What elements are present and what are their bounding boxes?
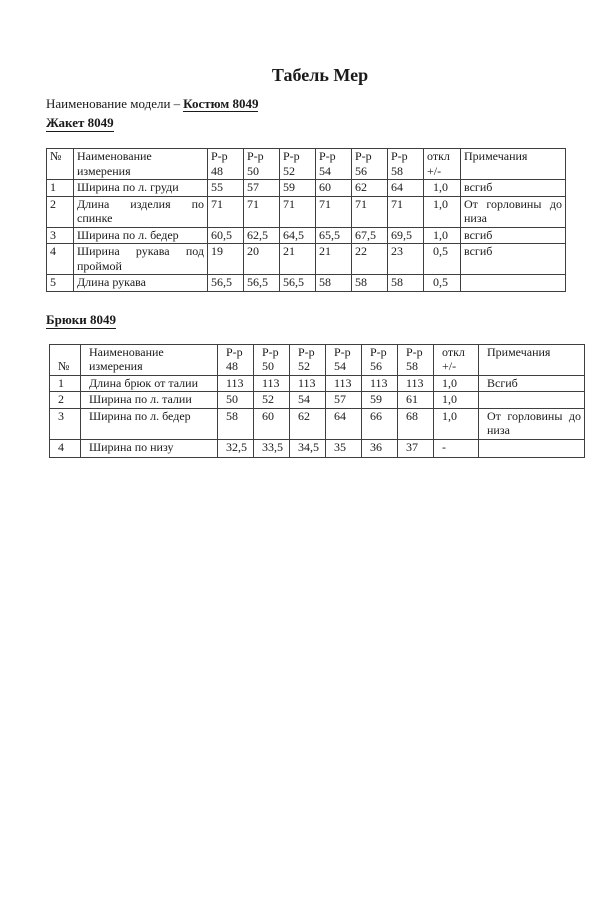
note-text: всгиб <box>461 180 566 197</box>
table-row <box>50 408 585 439</box>
deviation-label-line2: +/- <box>442 359 457 373</box>
size-value: 58 <box>218 408 254 439</box>
deviation-value: 0,5 <box>424 244 461 275</box>
deviation-value: 1,0 <box>434 408 479 439</box>
note-text <box>479 439 585 457</box>
col-header-size <box>244 149 280 180</box>
deviation-value: 1,0 <box>434 392 479 409</box>
size-value: 58 <box>352 275 388 292</box>
measurement-name: Ширина по низу <box>81 439 218 457</box>
measurement-name: Ширина по л. бедер <box>81 408 218 439</box>
note-text: От горловины до низа <box>461 196 566 227</box>
size-value: 71 <box>280 196 316 227</box>
size-value: 64 <box>388 180 424 197</box>
size-value: 59 <box>280 180 316 197</box>
size-value: 71 <box>388 196 424 227</box>
table-row <box>50 439 585 457</box>
size-number: 50 <box>247 163 259 178</box>
size-value: 54 <box>290 392 326 409</box>
col-header-name-line2: измерения <box>77 163 131 178</box>
size-value: 113 <box>362 375 398 392</box>
table-row <box>47 244 566 275</box>
deviation-value: 1,0 <box>424 227 461 244</box>
size-value: 113 <box>254 375 290 392</box>
size-label: Р-р <box>355 149 372 163</box>
size-value: 56,5 <box>244 275 280 292</box>
size-value: 62 <box>290 408 326 439</box>
size-label: Р-р <box>298 344 315 359</box>
size-value: 58 <box>388 275 424 292</box>
size-value: 65,5 <box>316 227 352 244</box>
row-number: 4 <box>47 244 74 275</box>
size-value: 59 <box>362 392 398 409</box>
size-value: 36 <box>362 439 398 457</box>
col-header-size <box>362 344 398 375</box>
size-value: 19 <box>208 244 244 275</box>
deviation-value: 1,0 <box>424 196 461 227</box>
table-row <box>47 196 566 227</box>
model-name-label: Наименование модели – <box>46 96 181 111</box>
measurement-name: Длина изделия по спинке <box>74 196 208 227</box>
jacket-table <box>46 148 566 292</box>
size-value: 21 <box>280 244 316 275</box>
measurement-name: Длина рукава <box>74 275 208 292</box>
size-label: Р-р <box>370 344 387 359</box>
col-header-size <box>326 344 362 375</box>
trousers-table-header <box>50 344 585 375</box>
size-value: 71 <box>208 196 244 227</box>
size-value: 60,5 <box>208 227 244 244</box>
note-text: всгиб <box>461 227 566 244</box>
size-label: Р-р <box>319 149 336 163</box>
trousers-table-body <box>50 375 585 457</box>
size-label: Р-р <box>247 149 264 163</box>
size-value: 33,5 <box>254 439 290 457</box>
size-value: 55 <box>208 180 244 197</box>
size-value: 56,5 <box>280 275 316 292</box>
table-row <box>47 227 566 244</box>
size-value: 35 <box>326 439 362 457</box>
measurement-name: Ширина по л. бедер <box>74 227 208 244</box>
size-label: Р-р <box>226 344 243 359</box>
col-header-name-line1: Наименование <box>89 344 164 359</box>
size-value: 37 <box>398 439 434 457</box>
col-header-name <box>81 344 218 375</box>
col-header-size <box>218 344 254 375</box>
size-number: 48 <box>226 359 238 373</box>
size-label: Р-р <box>211 149 228 163</box>
size-value: 113 <box>398 375 434 392</box>
col-header-deviation <box>424 149 461 180</box>
row-number: 2 <box>47 196 74 227</box>
size-number: 58 <box>406 359 418 373</box>
document-body <box>40 0 600 458</box>
col-header-notes: Примечания <box>479 344 585 375</box>
size-value: 62,5 <box>244 227 280 244</box>
trousers-section <box>46 311 600 329</box>
col-header-size <box>290 344 326 375</box>
size-label: Р-р <box>283 149 300 163</box>
size-value: 69,5 <box>388 227 424 244</box>
note-text <box>479 392 585 409</box>
size-value: 58 <box>316 275 352 292</box>
measurement-name: Длина брюк от талии <box>81 375 218 392</box>
row-number: 1 <box>47 180 74 197</box>
size-number: 50 <box>262 359 274 373</box>
size-value: 64 <box>326 408 362 439</box>
jacket-table-header <box>47 149 566 180</box>
size-value: 71 <box>244 196 280 227</box>
jacket-table-body <box>47 180 566 292</box>
size-value: 32,5 <box>218 439 254 457</box>
size-value: 113 <box>290 375 326 392</box>
size-number: 54 <box>319 163 331 178</box>
deviation-value: - <box>434 439 479 457</box>
size-value: 71 <box>316 196 352 227</box>
size-number: 52 <box>283 163 295 178</box>
size-value: 113 <box>326 375 362 392</box>
note-text: всгиб <box>461 244 566 275</box>
size-number: 48 <box>211 163 223 178</box>
deviation-value: 1,0 <box>434 375 479 392</box>
size-value: 56,5 <box>208 275 244 292</box>
deviation-label-line2: +/- <box>427 163 442 178</box>
measurement-name: Ширина по л. груди <box>74 180 208 197</box>
size-value: 61 <box>398 392 434 409</box>
size-value: 67,5 <box>352 227 388 244</box>
size-number: 56 <box>370 359 382 373</box>
col-header-name-line2: измерения <box>89 359 143 373</box>
model-name-value: Костюм 8049 <box>183 96 259 111</box>
deviation-label-line1: откл <box>427 149 450 163</box>
col-header-notes: Примечания <box>461 149 566 180</box>
row-number: 3 <box>47 227 74 244</box>
col-header-deviation <box>434 344 479 375</box>
table-row <box>47 275 566 292</box>
size-value: 52 <box>254 392 290 409</box>
size-label: Р-р <box>262 344 279 359</box>
trousers-section-title: Брюки 8049 <box>46 311 116 327</box>
size-value: 60 <box>316 180 352 197</box>
size-value: 66 <box>362 408 398 439</box>
col-header-size <box>398 344 434 375</box>
size-value: 113 <box>218 375 254 392</box>
row-number: 2 <box>50 392 81 409</box>
deviation-value: 0,5 <box>424 275 461 292</box>
header-row <box>50 344 585 375</box>
jacket-section-title: Жакет 8049 <box>46 115 114 130</box>
size-number: 58 <box>391 163 403 178</box>
col-header-size <box>316 149 352 180</box>
size-value: 23 <box>388 244 424 275</box>
note-text <box>461 275 566 292</box>
deviation-label-line1: откл <box>442 344 465 359</box>
note-text: Всгиб <box>479 375 585 392</box>
size-value: 57 <box>244 180 280 197</box>
row-number: 3 <box>50 408 81 439</box>
table-row <box>50 392 585 409</box>
table-row <box>50 375 585 392</box>
document-title: Табель Мер <box>271 65 369 85</box>
size-label: Р-р <box>406 344 423 359</box>
header-row <box>47 149 566 180</box>
size-label: Р-р <box>334 344 351 359</box>
col-header-size <box>208 149 244 180</box>
col-header-num: № <box>47 149 74 180</box>
size-value: 68 <box>398 408 434 439</box>
size-value: 50 <box>218 392 254 409</box>
size-value: 20 <box>244 244 280 275</box>
jacket-section <box>46 114 600 132</box>
measurement-name: Ширина рукава под проймой <box>74 244 208 275</box>
size-value: 62 <box>352 180 388 197</box>
size-value: 21 <box>316 244 352 275</box>
row-number: 5 <box>47 275 74 292</box>
col-header-size <box>254 344 290 375</box>
col-header-name-line1: Наименование <box>77 149 152 163</box>
size-number: 52 <box>298 359 310 373</box>
size-value: 22 <box>352 244 388 275</box>
size-value: 34,5 <box>290 439 326 457</box>
model-name-line <box>46 96 600 112</box>
col-header-size <box>280 149 316 180</box>
row-number: 4 <box>50 439 81 457</box>
size-value: 57 <box>326 392 362 409</box>
table-row <box>47 180 566 197</box>
size-value: 71 <box>352 196 388 227</box>
col-header-name <box>74 149 208 180</box>
col-header-num: № <box>50 344 81 375</box>
row-number: 1 <box>50 375 81 392</box>
size-label: Р-р <box>391 149 408 163</box>
trousers-table <box>49 344 585 458</box>
col-header-size <box>388 149 424 180</box>
size-number: 54 <box>334 359 346 373</box>
size-value: 64,5 <box>280 227 316 244</box>
size-number: 56 <box>355 163 367 178</box>
col-header-size <box>352 149 388 180</box>
note-text: От горловины до низа <box>479 408 585 439</box>
measurement-name: Ширина по л. талии <box>81 392 218 409</box>
size-value: 60 <box>254 408 290 439</box>
deviation-value: 1,0 <box>424 180 461 197</box>
